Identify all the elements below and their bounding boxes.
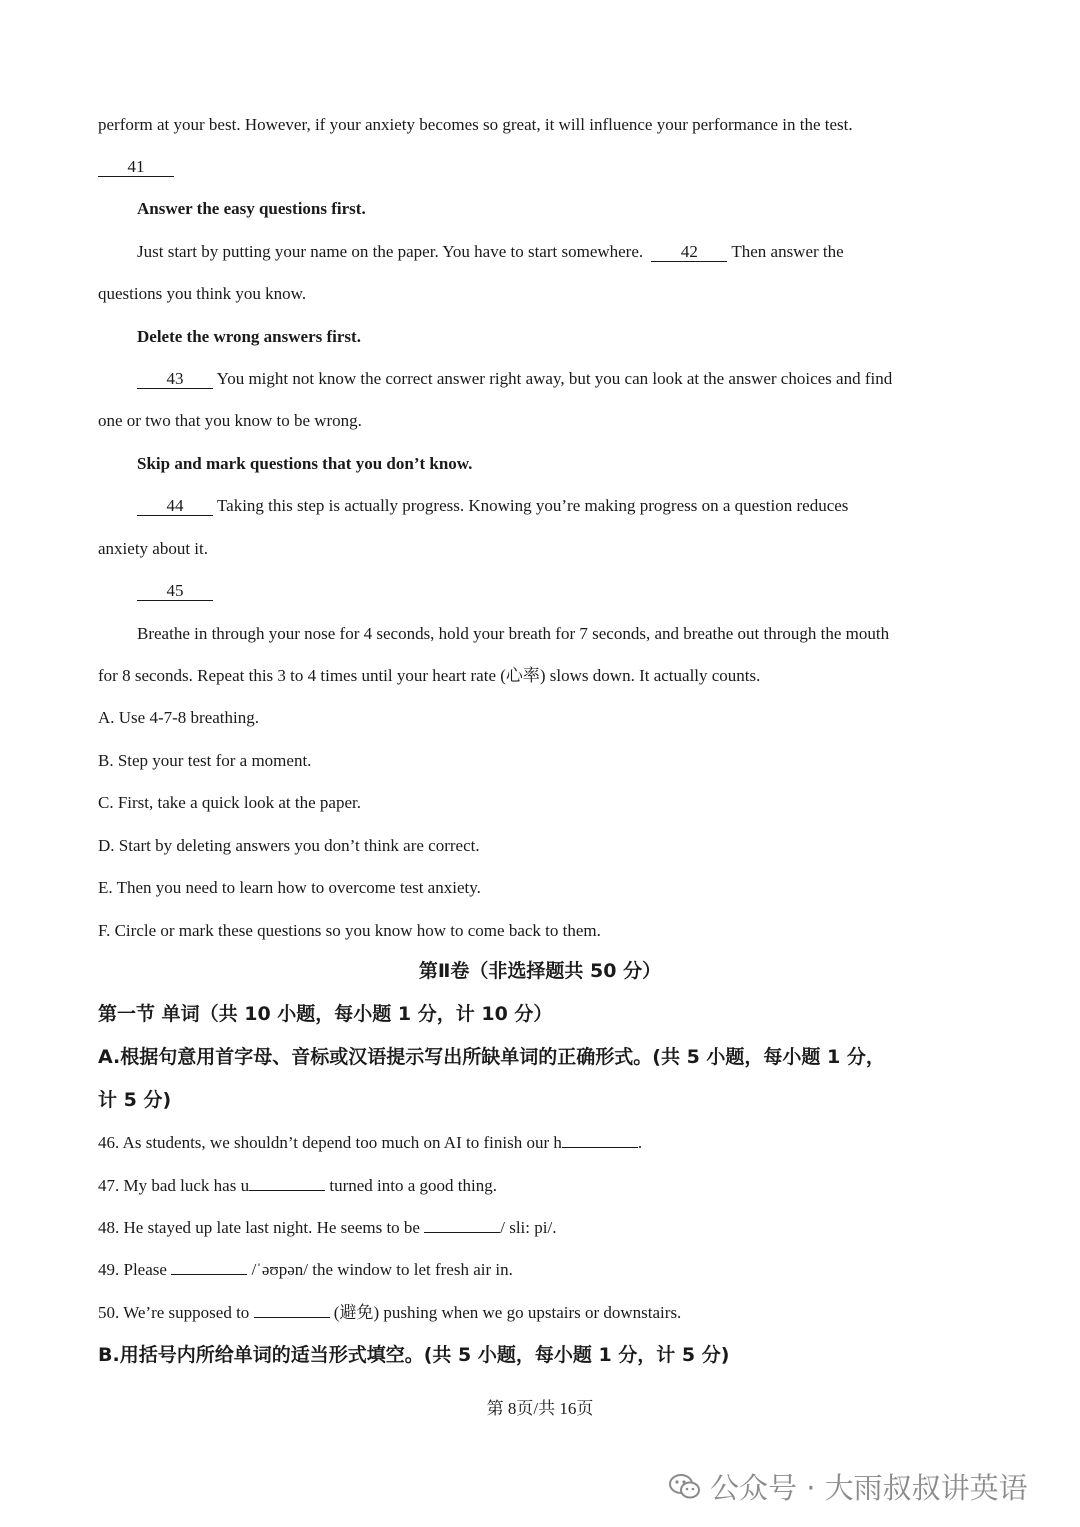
- paragraph-line: anxiety about it.: [98, 539, 209, 558]
- wechat-icon: [668, 1472, 702, 1502]
- question-text: 50. We’re supposed to: [98, 1303, 250, 1322]
- text: You might not know the correct answer right away, but you can look at the answer choices and find: [216, 369, 893, 388]
- instruction-b: B.用括号内所给单词的适当形式填空。(共 5 小题，每小题 1 分，计 5 分): [98, 1344, 730, 1366]
- question-46: [98, 1132, 642, 1154]
- blank-number: 41: [98, 158, 174, 177]
- question-47: [98, 1175, 497, 1197]
- option-f: F. Circle or mark these questions so you know how to come back to them.: [98, 921, 601, 940]
- question-text: 46. As students, we shouldn’t depend too much on AI to finish our h: [98, 1133, 562, 1152]
- paragraph-line: [137, 368, 892, 390]
- watermark-text: 公众号 · 大雨叔叔讲英语: [710, 1471, 1028, 1505]
- question-text: 47. My bad luck has u: [98, 1176, 250, 1195]
- answer-blank: [424, 1232, 500, 1233]
- question-text: / sli: pi/.: [500, 1218, 557, 1237]
- page-footer: 第 8页/共 16页: [486, 1399, 594, 1418]
- option-d: D. Start by deleting answers you don’t think are correct.: [98, 836, 480, 855]
- paragraph-line: [137, 495, 848, 517]
- instruction-a-line2: 计 5 分): [98, 1089, 172, 1111]
- part-heading: 第一节 单词（共 10 小题，每小题 1 分，计 10 分）: [98, 1003, 553, 1025]
- paragraph-line: [137, 241, 844, 263]
- paragraph-line: questions you think you know.: [98, 284, 307, 303]
- question-text: /ˈəʊpən/ the window to let fresh air in.: [251, 1260, 513, 1279]
- instruction-a-line1: A.根据句意用首字母、音标或汉语提示写出所缺单词的正确形式。(共 5 小题，每小题 1 分，: [98, 1046, 885, 1068]
- option-b: B. Step your test for a moment.: [98, 751, 312, 770]
- question-text: turned into a good thing.: [329, 1176, 497, 1195]
- paragraph-line: perform at your best. However, if your anxiety becomes so great, it will influence your performance in the test.: [98, 115, 853, 134]
- option-c: C. First, take a quick look at the paper.: [98, 793, 361, 812]
- blank-42: 42: [651, 243, 727, 262]
- question-text: 49. Please: [98, 1260, 167, 1279]
- question-text: .: [637, 1133, 643, 1152]
- question-49: [98, 1259, 513, 1281]
- question-text: (避免) pushing when we go upstairs or downstairs.: [333, 1303, 682, 1322]
- watermark: [668, 1466, 1028, 1507]
- text: Just start by putting your name on the paper. You have to start somewhere.: [137, 242, 644, 261]
- heading-skip-mark: Skip and mark questions that you don’t know.: [137, 454, 473, 473]
- paragraph-line: for 8 seconds. Repeat this 3 to 4 times until your heart rate (心率) slows down. It actually counts.: [98, 666, 761, 685]
- blank-45: 45: [137, 582, 213, 601]
- section-title: 第Ⅱ卷（非选择题共 50 分）: [418, 960, 662, 982]
- blank-41: [98, 156, 174, 178]
- text: Taking this step is actually progress. Knowing you’re making progress on a question reduces: [216, 496, 849, 515]
- question-text: 48. He stayed up late last night. He seems to be: [98, 1218, 420, 1237]
- blank-43: 43: [137, 370, 213, 389]
- answer-blank: [254, 1317, 330, 1318]
- answer-blank: [249, 1190, 325, 1191]
- paragraph-line: one or two that you know to be wrong.: [98, 411, 362, 430]
- question-50: [98, 1302, 681, 1324]
- blank-44: 44: [137, 497, 213, 516]
- option-a: A. Use 4-7-8 breathing.: [98, 708, 259, 727]
- heading-easy-questions: Answer the easy questions first.: [137, 199, 366, 218]
- answer-blank: [171, 1274, 247, 1275]
- paragraph-line: Breathe in through your nose for 4 seconds, hold your breath for 7 seconds, and breathe out through the mouth: [137, 624, 890, 643]
- text: Then answer the: [731, 242, 844, 261]
- question-48: [98, 1217, 556, 1239]
- heading-delete-wrong: Delete the wrong answers first.: [137, 327, 361, 346]
- blank-45-line: [137, 580, 213, 602]
- option-e: E. Then you need to learn how to overcome test anxiety.: [98, 878, 481, 897]
- answer-blank: [562, 1147, 638, 1148]
